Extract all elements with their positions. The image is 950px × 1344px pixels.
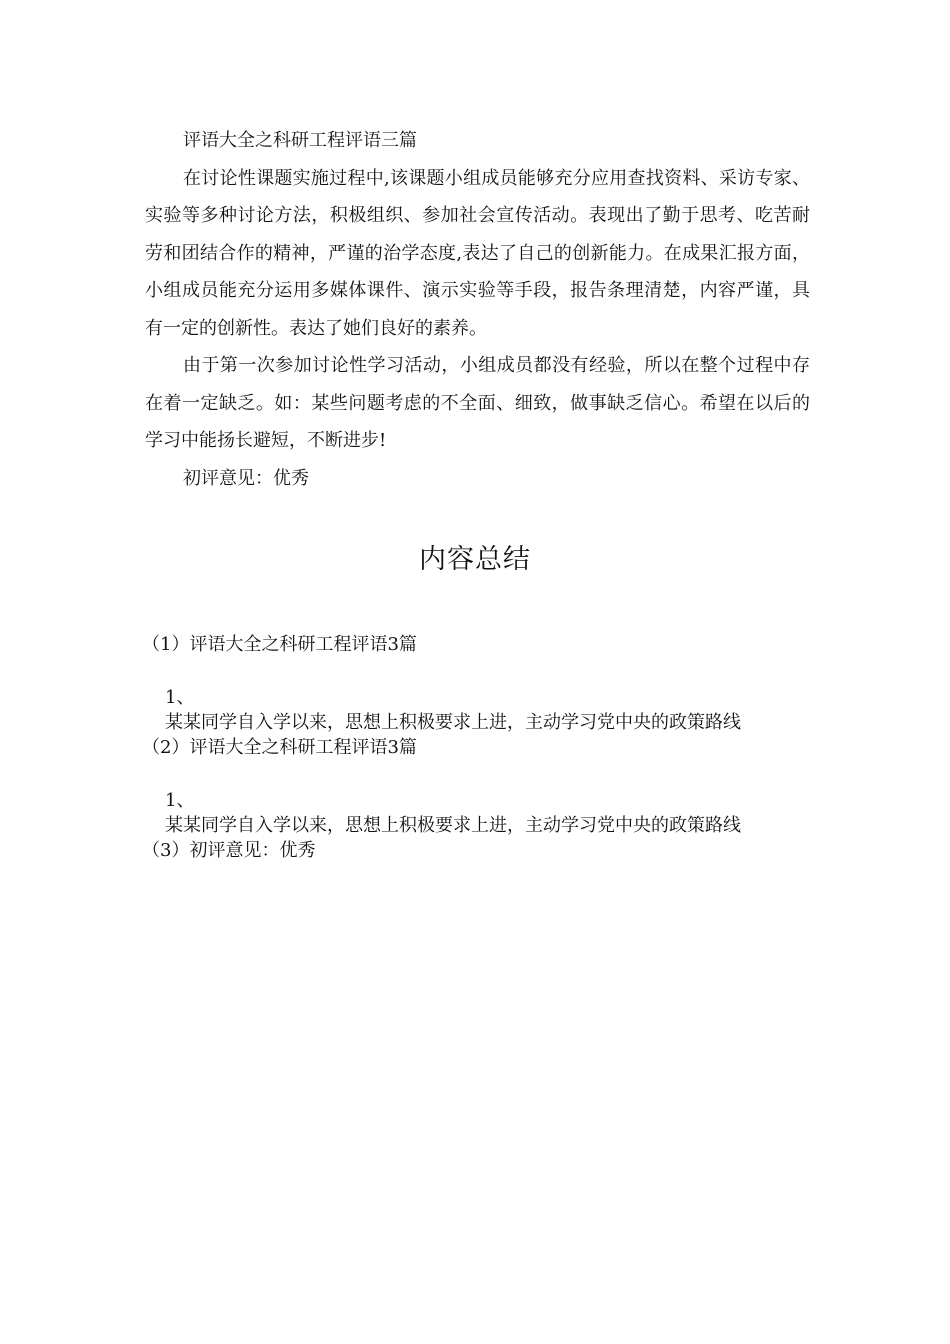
summary-item-3 [142,838,805,863]
summary-section [142,632,805,863]
summary-item-2 [142,735,805,838]
article-paragraph-3: 初评意见：优秀 [183,467,309,489]
summary-item-heading: （3）初评意见：优秀 [142,840,316,861]
summary-title: 内容总结 [419,544,531,575]
summary-item-text: 某某同学自入学以来，思想上积极要求上进，主动学习党中央的政策路线 [165,815,741,836]
summary-item-heading: （2）评语大全之科研工程评语3篇 [142,737,417,758]
article-title: 评语大全之科研工程评语三篇 [183,130,417,151]
summary-item-index: 1、 [165,790,195,811]
summary-item-text: 某某同学自入学以来，思想上积极要求上进，主动学习党中央的政策路线 [165,712,741,733]
summary-item-index: 1、 [165,687,195,708]
article-paragraph-1: 在讨论性课题实施过程中,该课题小组成员能够充分应用查找资料、采访专家、实验等多种讨论方法，积极组织、参加社会宣传活动。表现出了勤于思考、吃苦耐劳和团结合作的精神，严谨的治学态度,表达了自己的创新能力。在成果汇报方面，小组成员能充分运用多媒体课件、演示实验等手段，报告条理清楚，内容严谨，具有一定的创新性。表达了她们良好的素养。 [145,167,810,339]
summary-item-heading: （1）评语大全之科研工程评语3篇 [142,634,417,655]
summary-item-1 [142,632,805,735]
article-paragraph-2: 由于第一次参加讨论性学习活动，小组成员都没有经验，所以在整个过程中存在着一定缺乏。如：某些问题考虑的不全面、细致，做事缺乏信心。希望在以后的学习中能扬长避短，不断进步! [145,355,810,451]
article-section [145,122,810,497]
